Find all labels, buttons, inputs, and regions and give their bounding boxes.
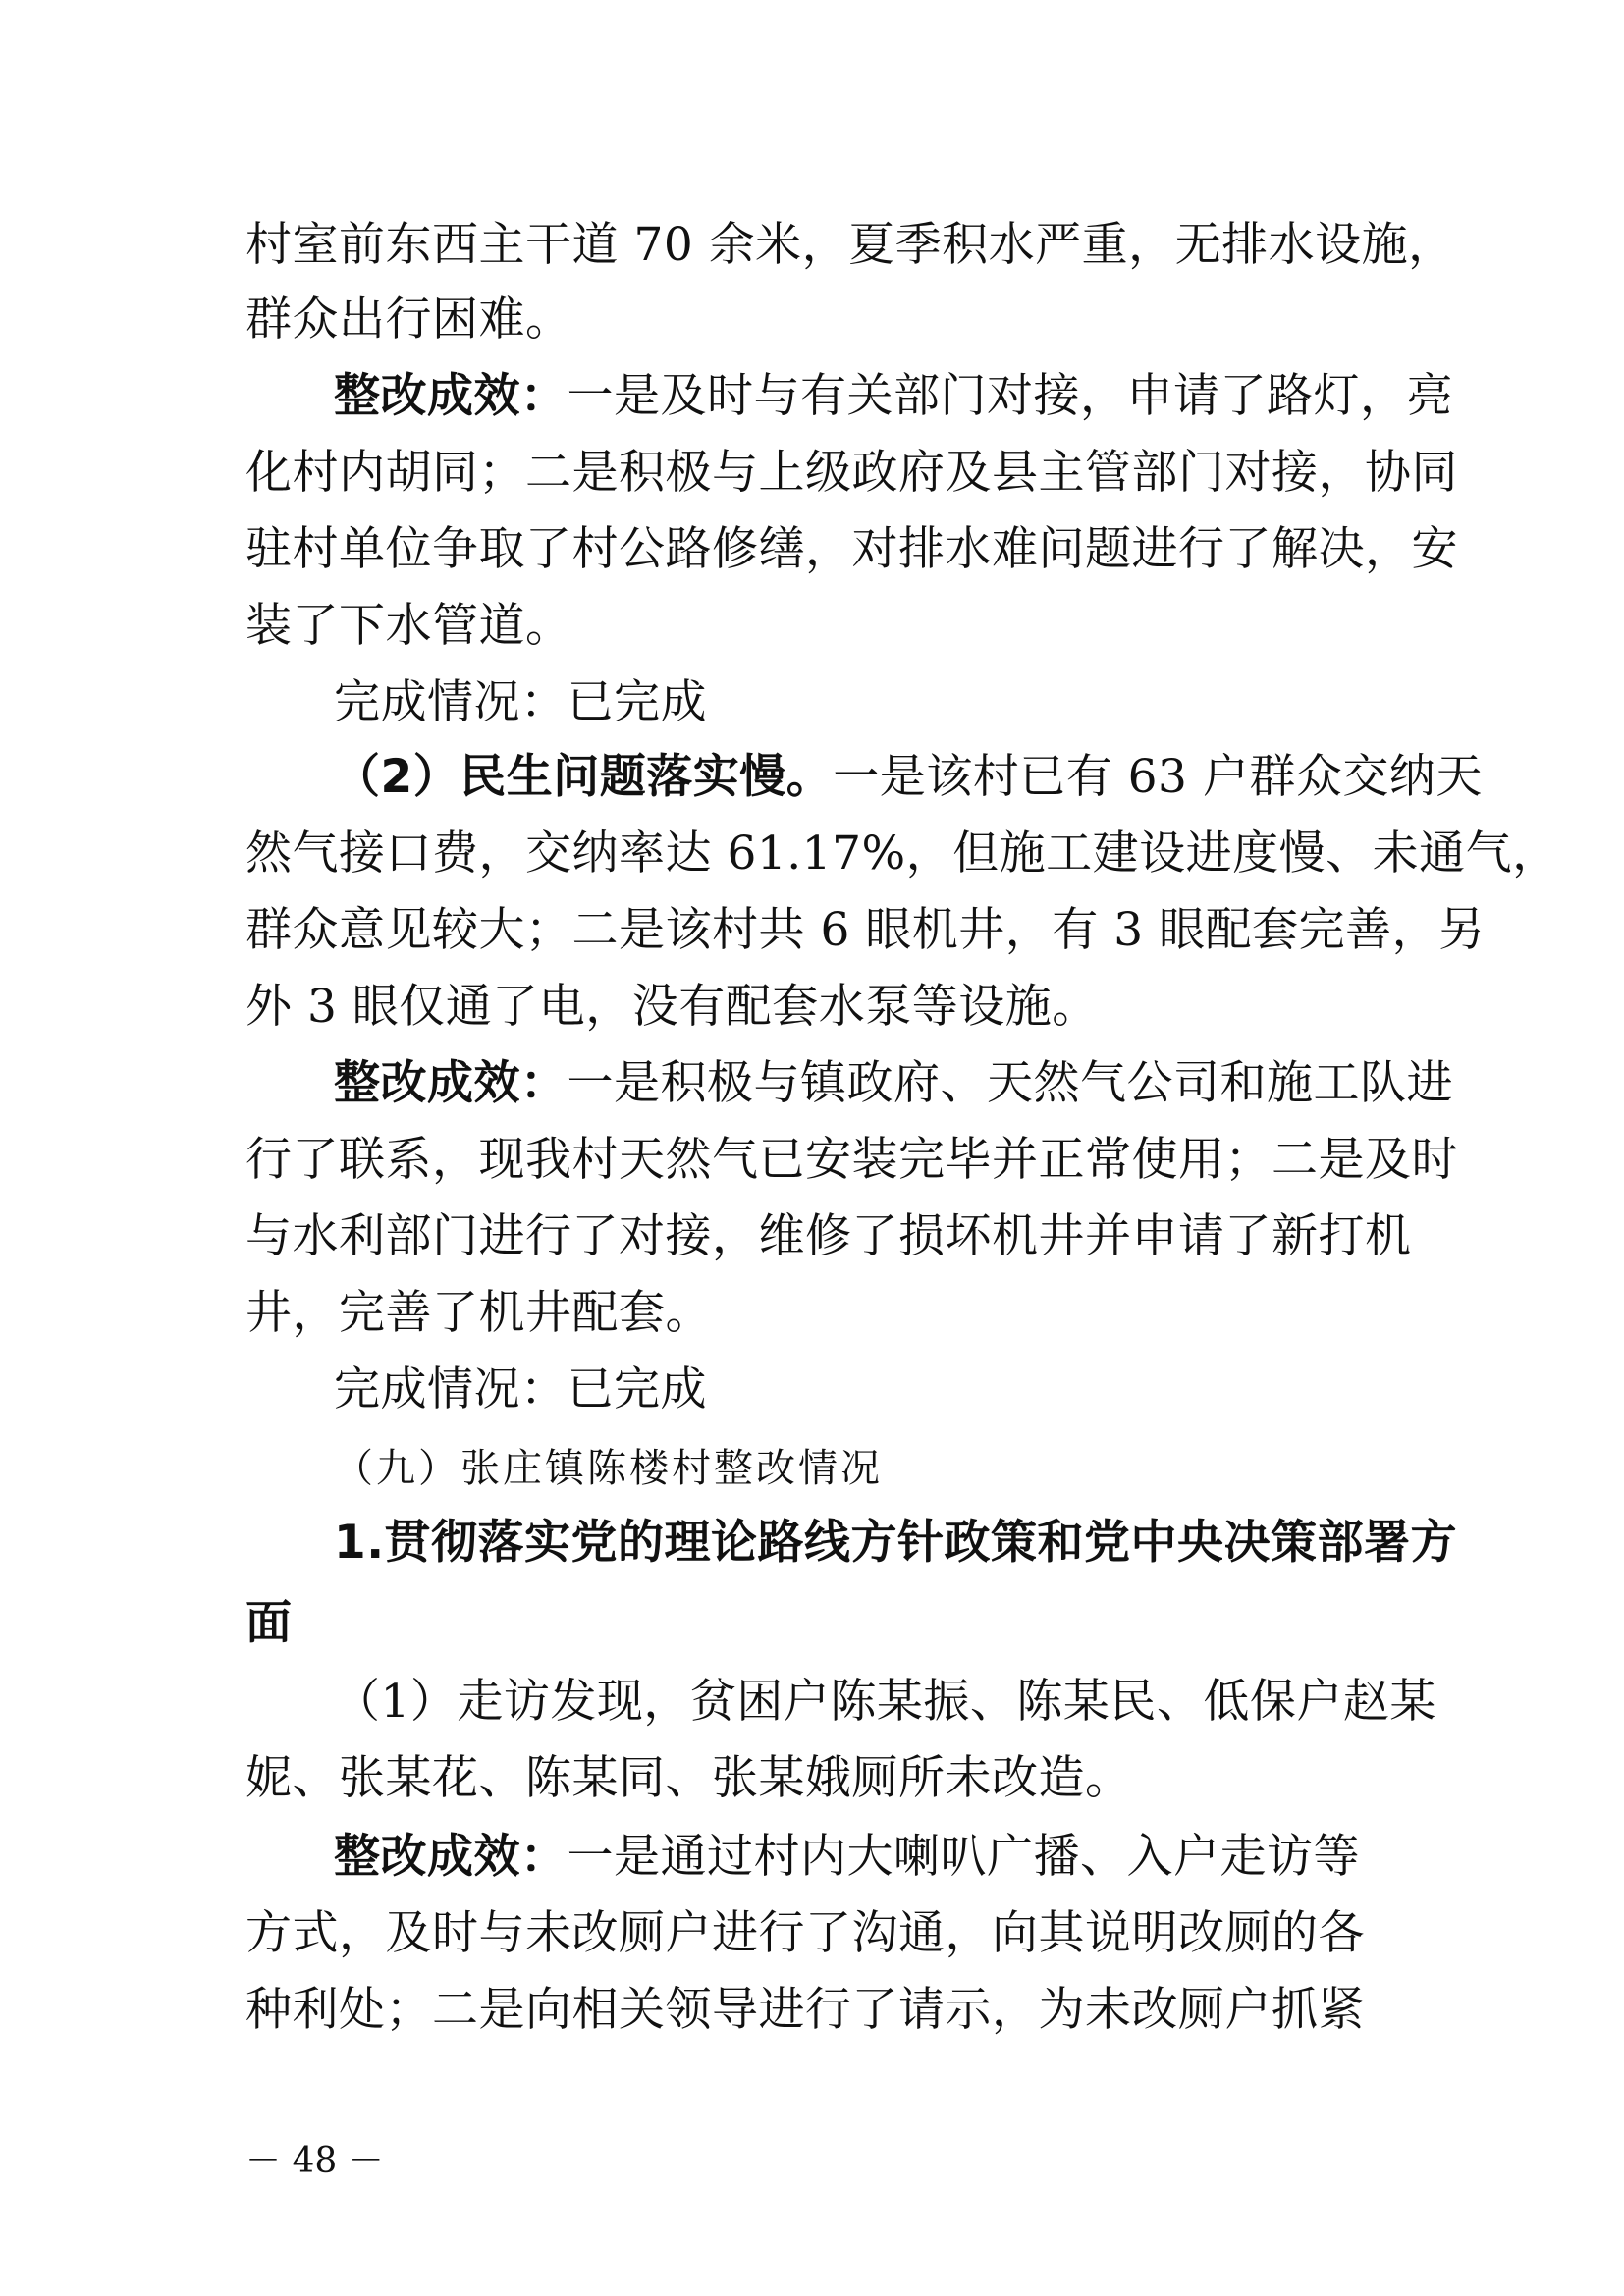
subsection-heading: 1.贯彻落实党的理论路线方针政策和党中央决策部署方 — [334, 1516, 1458, 1570]
issue-heading: （2）民生问题落实慢。 — [334, 750, 834, 804]
paragraph-line: 然气接口费，交纳率达 61.17%，但施工建设进度慢、未通气， — [245, 827, 1559, 881]
rectification-label: 整改成效： — [334, 1056, 568, 1110]
paragraph-line: 妮、张某花、陈某同、张某娥厕所未改造。 — [245, 1751, 1132, 1805]
paragraph-line: 群众意见较大；二是该村共 6 眼机井，有 3 眼配套完善，另 — [245, 903, 1486, 957]
paragraph-line: 行了联系，现我村天然气已安装完毕并正常使用；二是及时 — [245, 1133, 1458, 1187]
page-number: － 48 － — [245, 2141, 384, 2181]
rectification-label: 整改成效： — [334, 1830, 568, 1884]
paragraph-line: 种利处；二是向相关领导进行了请示，为未改厕户抓紧 — [245, 1983, 1365, 2037]
paragraph-line: 方式，及时与未改厕户进行了沟通，向其说明改厕的各 — [245, 1906, 1365, 1960]
rectification-line: 整改成效：一是及时与有关部门对接，申请了路灯，亮 — [334, 369, 1453, 423]
paragraph-line: 村室前东西主干道 70 余米，夏季积水严重，无排水设施， — [245, 218, 1455, 272]
paragraph-line: 驻村单位争取了村公路修缮，对排水难问题进行了解决，安 — [245, 522, 1458, 576]
paragraph-line: 与水利部门进行了对接，维修了损坏机井并申请了新打机 — [245, 1209, 1412, 1263]
paragraph-line: 井，完善了机井配套。 — [245, 1286, 712, 1340]
paragraph-line: 化村内胡同；二是积极与上级政府及县主管部门对接，协同 — [245, 446, 1458, 500]
completion-status: 完成情况：已完成 — [334, 1362, 707, 1416]
rectification-line: 整改成效：一是积极与镇政府、天然气公司和施工队进 — [334, 1056, 1453, 1110]
section-heading: （九）张庄镇陈楼村整改情况 — [334, 1446, 883, 1491]
completion-status: 完成情况：已完成 — [334, 675, 707, 729]
paragraph-line: （1）走访发现，贫困户陈某振、陈某民、低保户赵某 — [334, 1675, 1436, 1729]
rectification-label: 整改成效： — [334, 369, 568, 423]
paragraph-line: 群众出行困难。 — [245, 293, 572, 347]
paragraph-line: 装了下水管道。 — [245, 599, 572, 653]
rectification-line: 整改成效：一是通过村内大喇叭广播、入户走访等 — [334, 1830, 1360, 1884]
subsection-heading-continued: 面 — [245, 1596, 293, 1650]
paragraph-line: 外 3 眼仅通了电，没有配套水泵等设施。 — [245, 980, 1099, 1034]
issue-heading-line: （2）民生问题落实慢。一是该村已有 63 户群众交纳天 — [334, 750, 1483, 804]
